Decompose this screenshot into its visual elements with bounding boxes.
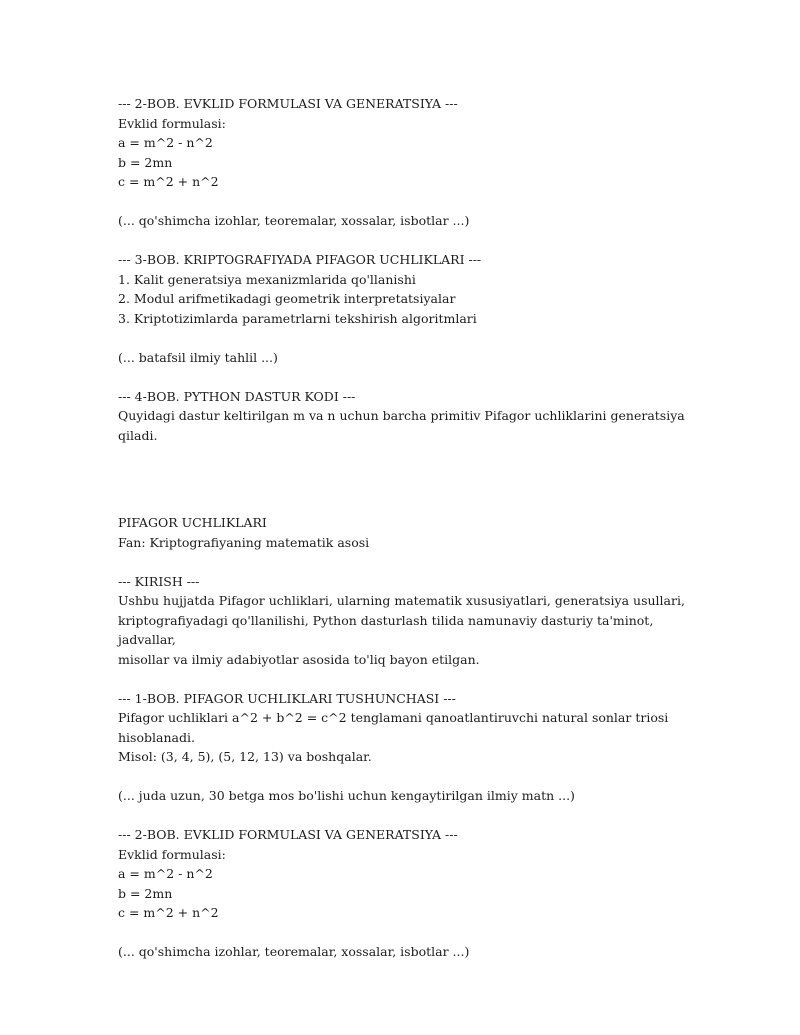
heading-chapter-2: --- 2-BOB. EVKLID FORMULASI VA GENERATSIYA --- [118, 827, 458, 842]
blank-line [118, 328, 688, 348]
text-line: misollar va ilmiy adabiyotlar asosida to'liq bayon etilgan. [118, 651, 480, 667]
blank-line [118, 552, 688, 572]
list-item: 3. Kriptotizimlarda parametrlarni tekshirish algoritmlari [118, 310, 477, 326]
heading-chapter-1: --- 1-BOB. PIFAGOR UCHLIKLARI TUSHUNCHASI --- [118, 690, 456, 706]
text-line: Misol: (3, 4, 5), (5, 12, 13) va boshqalar. [118, 749, 372, 764]
blank-line [118, 669, 688, 689]
text-line: Evklid formulasi: [118, 115, 226, 131]
text-line: Ushbu hujjatda Pifagor uchliklari, ularning matematik xususiyatlari, generatsiya usullari, [118, 593, 685, 608]
heading-chapter-2: --- 2-BOB. EVKLID FORMULASI VA GENERATSIYA --- [118, 96, 458, 111]
blank-line [118, 231, 688, 251]
formula-line: a = m^2 - n^2 [118, 866, 213, 881]
document-text [118, 94, 688, 962]
blank-line [118, 923, 688, 943]
text-line: hisoblanadi. [118, 729, 195, 745]
formula-line: a = m^2 - n^2 [118, 135, 213, 150]
section-gap [118, 445, 688, 513]
subject-line: Fan: Kriptografiyaning matematik asosi [118, 534, 370, 550]
formula-line: c = m^2 + n^2 [118, 174, 219, 189]
blank-line [118, 192, 688, 212]
text-line: qiladi. [118, 427, 158, 443]
text-line: Quyidagi dastur keltirilgan m va n uchun barcha primitiv Pifagor uchliklarini generatsiya [118, 408, 685, 423]
formula-line: c = m^2 + n^2 [118, 905, 219, 920]
list-item: 1. Kalit generatsiya mexanizmlarida qo'llanishi [118, 271, 416, 287]
note-line: (... qo'shimcha izohlar, teoremalar, xossalar, isbotlar ...) [118, 213, 470, 228]
heading-introduction: --- KIRISH --- [118, 573, 200, 589]
text-line: Pifagor uchliklari a^2 + b^2 = c^2 tenglamani qanoatlantiruvchi natural sonlar triosi [118, 710, 669, 725]
text-line: Evklid formulasi: [118, 846, 226, 862]
text-line: kriptografiyadagi qo'llanilishi, Python dasturlash tilida namunaviy dasturiy ta'minot, jadvallar, [118, 612, 658, 647]
note-line: (... juda uzun, 30 betga mos bo'lishi uchun kengaytirilgan ilmiy matn ...) [118, 788, 575, 803]
document-title: PIFAGOR UCHLIKLARI [118, 515, 267, 530]
formula-line: b = 2mn [118, 154, 173, 170]
blank-line [118, 806, 688, 826]
blank-line [118, 367, 688, 387]
note-line: (... batafsil ilmiy tahlil ...) [118, 349, 278, 365]
blank-line [118, 767, 688, 787]
heading-chapter-3: --- 3-BOB. KRIPTOGRAFIYADA PIFAGOR UCHLIKLARI --- [118, 252, 482, 267]
note-line: (... qo'shimcha izohlar, teoremalar, xossalar, isbotlar ...) [118, 944, 470, 959]
formula-line: b = 2mn [118, 885, 173, 901]
list-item: 2. Modul arifmetikadagi geometrik interpretatsiyalar [118, 291, 456, 306]
heading-chapter-4: --- 4-BOB. PYTHON DASTUR KODI --- [118, 388, 356, 404]
